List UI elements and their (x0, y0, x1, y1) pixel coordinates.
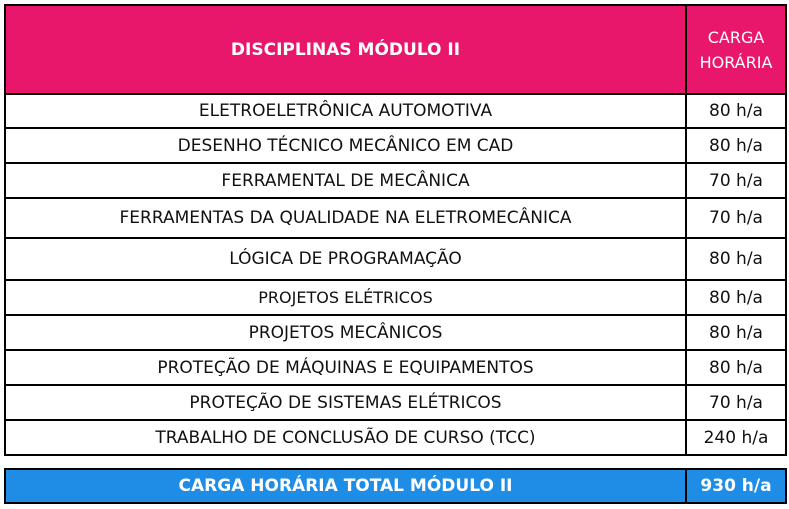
workload-header-line1: CARGA (707, 27, 765, 47)
discipline-name: PROTEÇÃO DE MÁQUINAS E EQUIPAMENTOS (5, 350, 686, 385)
table-row (5, 420, 786, 455)
discipline-hours: 80 h/a (686, 315, 786, 350)
table-row (5, 94, 786, 128)
workload-header (686, 5, 786, 94)
total-row (5, 469, 786, 503)
table-row (5, 198, 786, 238)
workload-header-line2: HORÁRIA (699, 52, 773, 72)
disciplines-table (4, 4, 787, 456)
table-row (5, 280, 786, 315)
total-label: CARGA HORÁRIA TOTAL MÓDULO II (5, 469, 686, 503)
total-hours: 930 h/a (686, 469, 786, 503)
discipline-hours: 80 h/a (686, 94, 786, 128)
discipline-name: PROJETOS MECÂNICOS (5, 315, 686, 350)
discipline-name: PROJETOS ELÉTRICOS (5, 280, 686, 315)
discipline-hours: 80 h/a (686, 128, 786, 163)
discipline-hours: 70 h/a (686, 385, 786, 420)
table-row (5, 350, 786, 385)
discipline-name: FERRAMENTAL DE MECÂNICA (5, 163, 686, 198)
table-row (5, 163, 786, 198)
discipline-name: FERRAMENTAS DA QUALIDADE NA ELETROMECÂNICA (5, 198, 686, 238)
discipline-hours: 70 h/a (686, 163, 786, 198)
discipline-hours: 80 h/a (686, 280, 786, 315)
discipline-name: ELETROELETRÔNICA AUTOMOTIVA (5, 94, 686, 128)
discipline-hours: 240 h/a (686, 420, 786, 455)
discipline-name: PROTEÇÃO DE SISTEMAS ELÉTRICOS (5, 385, 686, 420)
table-row (5, 385, 786, 420)
discipline-hours: 80 h/a (686, 350, 786, 385)
header-row (5, 5, 786, 94)
discipline-hours: 80 h/a (686, 238, 786, 280)
table-row (5, 315, 786, 350)
table-row (5, 128, 786, 163)
total-table (4, 468, 787, 504)
discipline-name: TRABALHO DE CONCLUSÃO DE CURSO (TCC) (5, 420, 686, 455)
table-row (5, 238, 786, 280)
discipline-name: DESENHO TÉCNICO MECÂNICO EM CAD (5, 128, 686, 163)
discipline-hours: 70 h/a (686, 198, 786, 238)
discipline-name: LÓGICA DE PROGRAMAÇÃO (5, 238, 686, 280)
disciplines-header: DISCIPLINAS MÓDULO II (5, 5, 686, 94)
